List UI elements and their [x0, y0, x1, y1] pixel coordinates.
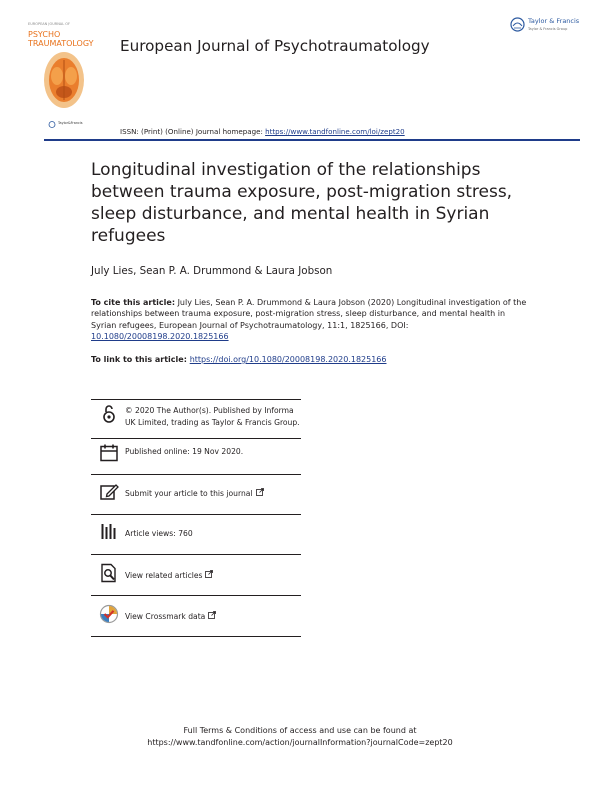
- crossmark-link[interactable]: [125, 611, 216, 623]
- edit-icon: [99, 482, 119, 502]
- journal-homepage-link[interactable]: https://www.tandfonline.com/loi/zept20: [265, 127, 405, 136]
- divider: [91, 554, 301, 555]
- related-articles-icon: [99, 563, 119, 583]
- logo-word-psycho: PSYCHO: [28, 30, 61, 39]
- logo-word-traumatology: TRAUMATOLOGY: [28, 39, 94, 48]
- open-access-text: © 2020 The Author(s). Published by Informa UK Limited, trading as Taylor & Francis Group.: [125, 406, 300, 427]
- footer: [0, 725, 600, 749]
- article-title: Longitudinal investigation of the relationships between trauma exposure, post-migration stress, sleep disturbance, and mental health in Syrian refugees: [91, 160, 513, 246]
- related-articles-label: View related articles: [125, 571, 203, 580]
- link-label: To link to this article:: [91, 355, 190, 364]
- cite-doi-link[interactable]: 10.1080/20008198.2020.1825166: [91, 332, 229, 342]
- header-rule: [44, 139, 580, 141]
- submit-article-label: Submit your article to this journal: [125, 489, 253, 498]
- publisher-sub: Taylor & Francis Group: [528, 27, 568, 31]
- divider: [91, 595, 301, 596]
- small-publisher-icon: [48, 121, 57, 128]
- external-link-icon: [205, 570, 213, 578]
- submit-article-link[interactable]: [125, 488, 264, 500]
- cite-label: To cite this article:: [91, 298, 176, 307]
- publisher-logo[interactable]: [510, 16, 588, 38]
- publisher-logo-icon: [510, 17, 525, 32]
- related-articles-link[interactable]: [125, 570, 213, 582]
- publisher-name: Taylor & Francis: [528, 17, 580, 25]
- calendar-icon: [99, 443, 119, 463]
- issn-text: ISSN: (Print) (Online) Journal homepage:: [120, 127, 266, 136]
- footer-line-1: Full Terms & Conditions of access and use can be found at: [183, 726, 417, 735]
- small-publisher-text: Taylor&Francis: [58, 121, 83, 125]
- external-link-icon: [208, 611, 216, 619]
- journal-name: European Journal of Psychotraumatology: [120, 37, 430, 55]
- logo-small-text: EUROPEAN JOURNAL OF: [28, 22, 71, 26]
- brain-icon: [42, 48, 86, 110]
- crossmark-icon: [99, 604, 119, 624]
- cite-text: July Lies, Sean P. A. Drummond & Laura Jobson (2020) Longitudinal investigation of the relationships between trauma exposure, post-migration stress, sleep disturbance, and mental health in Syrian refugees, European Journal of Psychotraumatology, 11:1, 1825166, DOI:: [91, 298, 527, 330]
- bar-chart-icon: [99, 521, 119, 541]
- divider: [91, 514, 301, 515]
- open-access-icon: [99, 404, 119, 424]
- article-doi-link[interactable]: https://doi.org/10.1080/20008198.2020.1825166: [189, 355, 387, 364]
- journal-logo: [22, 22, 102, 114]
- external-link-icon: [256, 488, 264, 496]
- divider: [91, 399, 301, 400]
- article-authors: July Lies, Sean P. A. Drummond & Laura Jobson: [91, 265, 333, 277]
- footer-line-2[interactable]: https://www.tandfonline.com/action/journalInformation?journalCode=zept20: [147, 738, 453, 747]
- article-link-line: [91, 355, 387, 364]
- divider: [91, 438, 301, 439]
- divider: [91, 474, 301, 475]
- article-views-text: Article views: 760: [125, 529, 193, 538]
- citation: [91, 297, 531, 343]
- divider: [91, 636, 301, 637]
- crossmark-label: View Crossmark data: [125, 612, 206, 621]
- published-online-text: Published online: 19 Nov 2020.: [125, 447, 244, 456]
- issn-line: [120, 127, 405, 136]
